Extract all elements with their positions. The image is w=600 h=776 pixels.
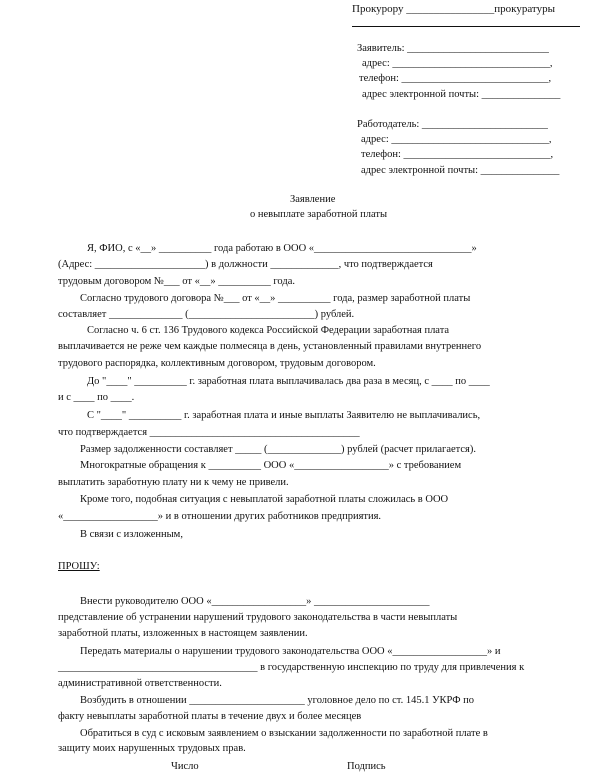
request-line-6: административной ответственности. (58, 678, 222, 689)
body-line-13: Размер задолженности составляет _____ (______________) рублей (расчет прилагается). (80, 444, 476, 455)
body-line-8: трудового распорядка, коллективным договором, трудовым договором. (58, 358, 376, 369)
request-line-7: Возбудить в отношении ______________________ уголовное дело по ст. 145.1 УКРФ по (80, 695, 474, 706)
body-line-18: В связи с изложенным, (80, 529, 183, 540)
recipient-underline (352, 26, 580, 27)
request-line-5: ______________________________________ в государственную инспекцию по труду для привлечения к (58, 662, 525, 673)
body-line-4: Согласно трудового договора №___ от «__» __________ года, размер заработной платы (80, 293, 471, 304)
request-line-9: Обратиться в суд с исковым заявлением о взыскании задолженности по заработной плате в (80, 728, 488, 739)
request-line-4: Передать материалы о нарушении трудового законодательства ООО «__________________» и (80, 646, 501, 657)
document-title: Заявление (290, 194, 336, 205)
applicant-phone: телефон: ____________________________, (359, 73, 552, 84)
request-line-8: факту невыплаты заработной платы в течение двух и более месяцев (58, 711, 362, 722)
request-line-2: представление об устранении нарушений трудового законодательства в части невыплаты (58, 612, 458, 623)
request-line-10: защиту моих нарушенных трудовых прав. (58, 743, 246, 754)
employer-label: Работодатель: ________________________ (357, 119, 548, 130)
body-line-12: что подтверждается ________________________________________ (58, 427, 360, 438)
body-line-1: Я, ФИО, с «__» __________ года работаю в ООО «______________________________» (87, 243, 477, 254)
employer-email: адрес электронной почты: _______________ (361, 165, 560, 176)
body-line-2: (Адрес: _____________________) в должности _____________, что подтверждается (58, 259, 433, 270)
date-label: Число (171, 761, 199, 772)
body-line-3: трудовым договором №___ от «__» __________ года. (58, 276, 295, 287)
body-line-10: и с ____ по ____. (58, 392, 135, 403)
request-line-3: заработной платы, изложенных в настоящем заявлении. (58, 628, 308, 639)
employer-phone: телефон: ____________________________, (361, 149, 554, 160)
body-line-9: До "____" __________ г. заработная плата выплачивалась два раза в месяц, с ____ по ____ (87, 376, 490, 387)
request-line-1: Внести руководителю ООО «__________________» ______________________ (80, 596, 430, 607)
body-line-17: «__________________» и в отношении других работников предприятия. (58, 511, 382, 522)
employer-address: адрес: ______________________________, (361, 134, 552, 145)
recipient-line: Прокурору ________________прокуратуры (352, 3, 555, 15)
body-line-5: составляет ______________ (________________________) рублей. (58, 309, 355, 320)
applicant-label: Заявитель: ___________________________ (357, 43, 549, 54)
body-line-16: Кроме того, подобная ситуация с невыплатой заработной платы сложилась в ООО (80, 494, 449, 505)
body-line-11: С "____" __________ г. заработная плата и иные выплаты Заявителю не выплачивались, (87, 410, 481, 421)
request-heading: ПРОШУ: (58, 561, 100, 572)
signature-label: Подпись (347, 761, 386, 772)
document-subtitle: о невыплате заработной платы (250, 209, 388, 220)
body-line-14: Многократные обращения к __________ ООО «__________________» с требованием (80, 460, 462, 471)
applicant-email: адрес электронной почты: _______________ (362, 89, 561, 100)
body-line-6: Согласно ч. 6 ст. 136 Трудового кодекса Российской Федерации заработная плата (87, 325, 450, 336)
applicant-address: адрес: ______________________________, (362, 58, 553, 69)
body-line-15: выплатить заработную плату ни к чему не привели. (58, 477, 289, 488)
body-line-7: выплачивается не реже чем каждые полмесяца в день, установленный правилами внутреннего (58, 341, 482, 352)
